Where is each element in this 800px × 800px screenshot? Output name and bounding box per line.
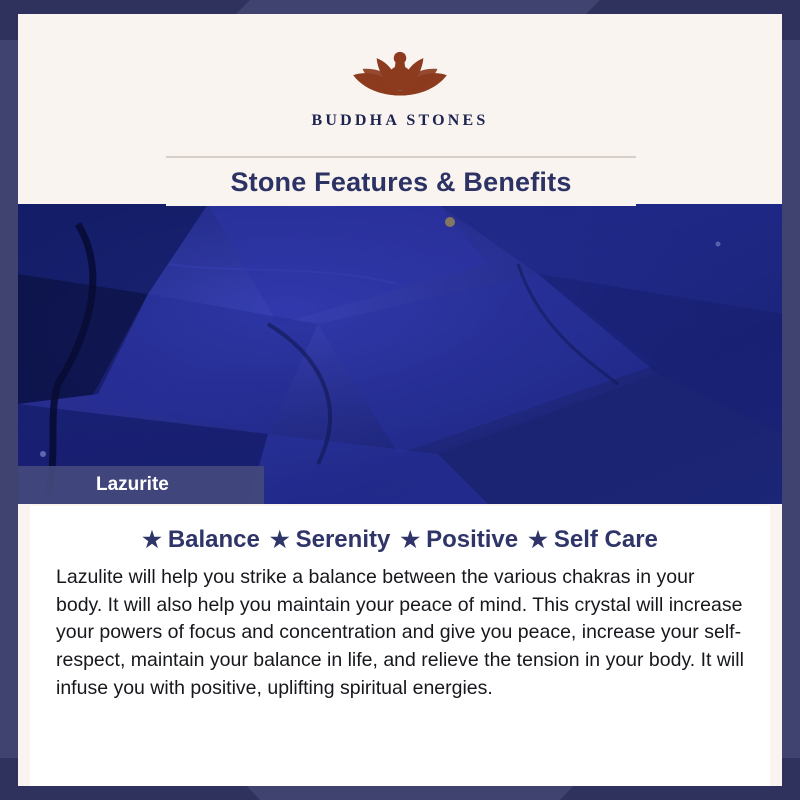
poster-sheet (18, 14, 782, 786)
keyword-list (56, 526, 744, 554)
keyword-label: Positive (426, 526, 519, 553)
star-icon: ★ (528, 527, 548, 552)
benefits-description: Lazulite will help you strike a balance between the various chakras in your body. It will also help you maintain your peace of mind. This crystal will increase your powers of focus and concentration and give you peace, increase your self-respect, maintain your balance in life, and relieve the tension in your body. It will infuse you with positive, uplifting spiritual energies. (56, 566, 744, 699)
brand-name: BUDDHA STONES (311, 112, 489, 129)
keyword-serenity (270, 526, 390, 554)
benefits-card (30, 506, 770, 774)
keyword-positive (400, 526, 518, 554)
keyword-self-care (528, 526, 658, 554)
star-icon: ★ (269, 527, 290, 552)
star-icon: ★ (142, 527, 162, 552)
keyword-label: Serenity (295, 526, 391, 553)
star-icon: ★ (400, 527, 421, 552)
lotus-meditation-icon (320, 30, 480, 108)
keyword-balance (142, 526, 260, 554)
keyword-label: Balance (167, 526, 260, 553)
stone-photo (18, 204, 782, 504)
footer-strip (30, 774, 770, 786)
brand-header (18, 14, 782, 144)
title-banner (166, 156, 636, 206)
stone-name-badge (18, 466, 264, 504)
page-title: Stone Features & Benefits (230, 166, 572, 197)
stone-name-text: Lazurite (96, 474, 169, 495)
keyword-label: Self Care (553, 526, 658, 553)
